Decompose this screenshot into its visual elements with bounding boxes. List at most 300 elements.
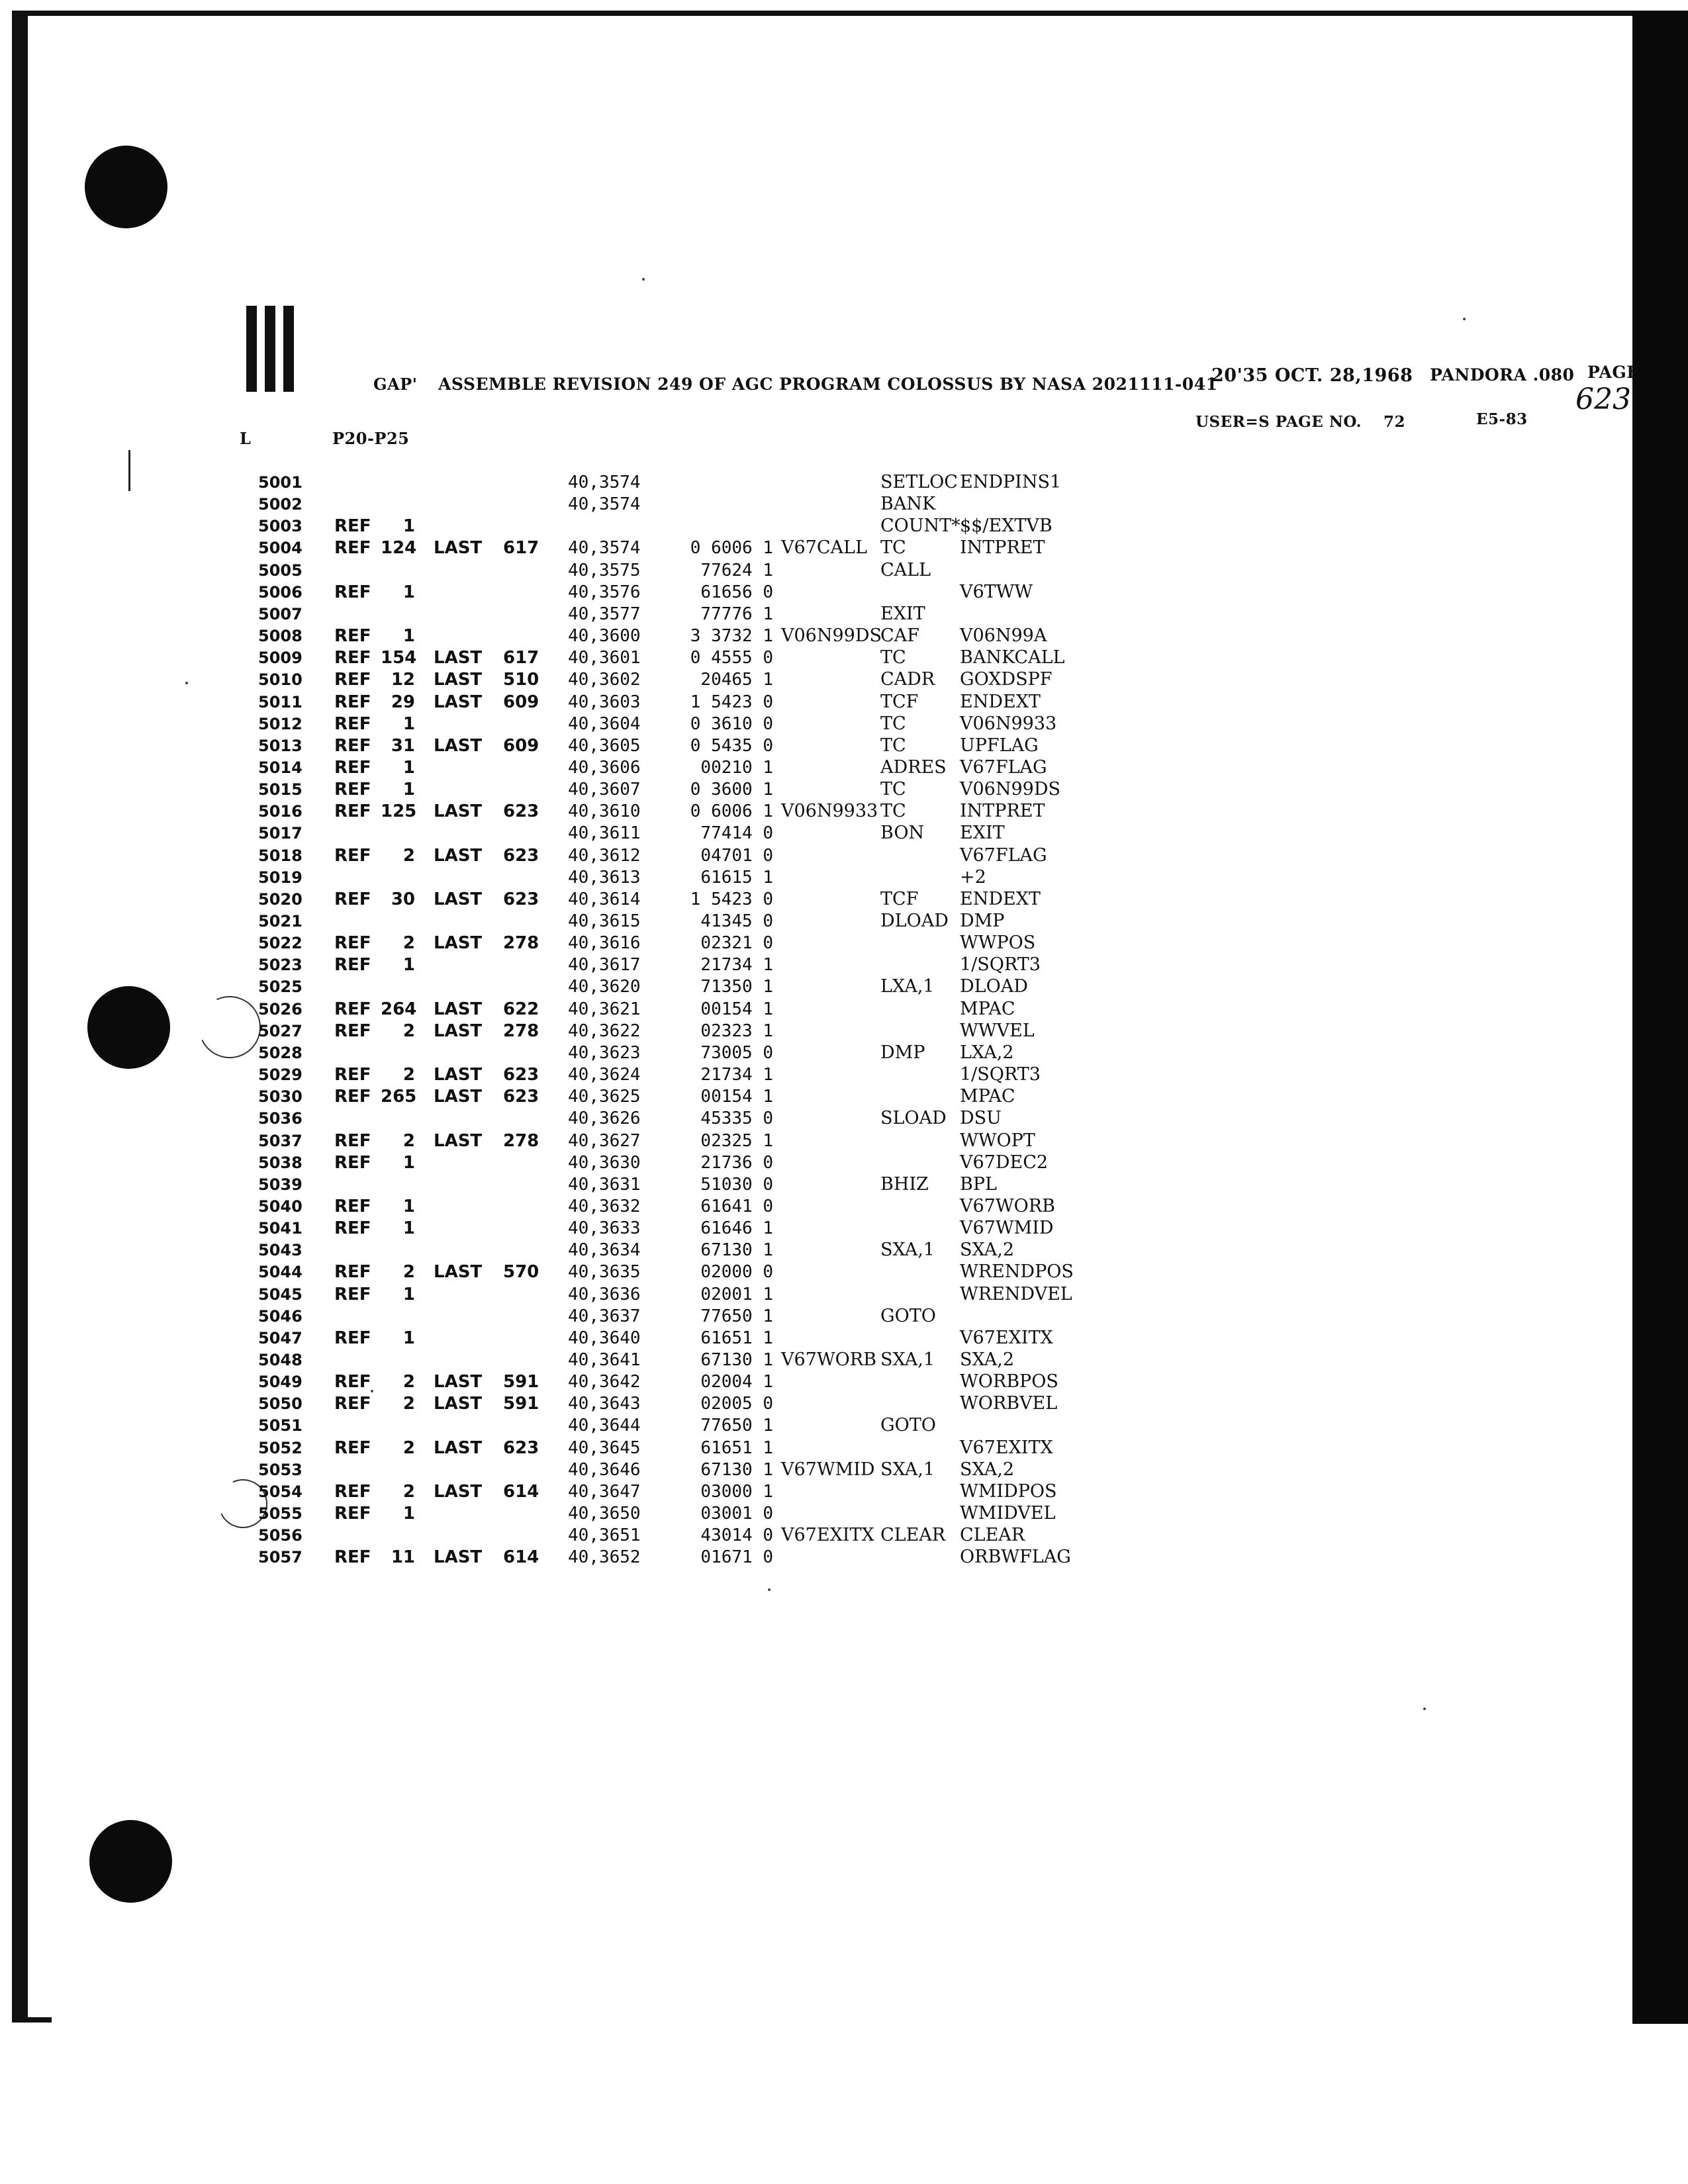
row-word: 02323 1 [700,1021,773,1041]
scan-speck [185,682,188,684]
row-word: 61651 1 [700,1328,773,1348]
row-addr: 40,3601 [568,648,641,668]
row-word: 02004 1 [700,1372,773,1392]
row-line: 5040 [258,1197,303,1216]
row-ref: REF [334,955,371,975]
row-addr: 40,3626 [568,1109,641,1128]
row-line: 5015 [258,780,303,799]
row-kwn: 623 [503,1438,539,1458]
header-left-code: L [240,429,252,448]
row-ref: REF [334,538,371,558]
row-ref: REF [334,1197,371,1216]
row-ref: REF [334,1328,371,1348]
row-line: 5047 [258,1329,303,1347]
row-op: TCF [880,889,919,909]
row-cnt: 1 [402,955,415,975]
row-addr: 40,3637 [568,1306,641,1326]
row-word: 71350 1 [700,977,773,997]
row-word: 0 3610 0 [690,714,773,734]
row-operand: CLEAR [960,1525,1025,1545]
row-operand: V67EXITX [960,1328,1053,1348]
row-tag: V67CALL [781,537,867,558]
row-kwn: 623 [503,846,539,866]
row-line: 5018 [258,846,303,865]
row-operand: WRENDVEL [960,1284,1072,1304]
row-kwn: 278 [503,1131,539,1151]
row-kwn: 623 [503,889,539,909]
row-kw: LAST [434,1065,483,1085]
header-prefix: GAP' [373,375,418,394]
row-operand: WWOPT [960,1130,1035,1151]
row-ref: REF [334,889,371,909]
row-cnt: 1 [402,582,415,602]
row-operand: V06N99DS [960,779,1060,799]
row-kw: LAST [434,1087,483,1107]
row-op: ADRES [880,757,947,778]
row-line: 5013 [258,737,303,755]
row-kwn: 570 [503,1262,539,1282]
row-ref: REF [334,692,371,712]
row-word: 61641 0 [700,1197,773,1216]
row-line: 5030 [258,1087,303,1106]
row-line: 5038 [258,1154,303,1172]
row-cnt: 2 [402,1372,415,1392]
row-addr: 40,3615 [568,911,641,931]
row-operand: 1/SQRT3 [960,1064,1041,1085]
row-word: 00154 1 [700,1087,773,1107]
row-line: 5026 [258,1000,303,1019]
row-op: TC [880,713,906,734]
row-op: TC [880,801,906,821]
row-operand: MPAC [960,1086,1015,1107]
row-kw: LAST [434,692,483,712]
row-addr: 40,3636 [568,1285,641,1304]
row-cnt: 1 [402,1218,415,1238]
row-word: 77414 0 [700,823,773,843]
row-addr: 40,3602 [568,670,641,690]
row-ref: REF [334,1482,371,1502]
row-kwn: 622 [503,999,539,1019]
row-op: GOTO [880,1415,936,1435]
row-line: 5001 [258,473,303,492]
row-word: 0 6006 1 [690,538,773,558]
row-line: 5025 [258,978,303,996]
row-cnt: 124 [381,538,417,558]
binder-hole-top [85,146,167,228]
row-kw: LAST [434,801,483,821]
row-ref: REF [334,1504,371,1524]
row-word: 0 4555 0 [690,648,773,668]
row-kwn: 617 [503,538,539,558]
row-addr: 40,3616 [568,933,641,953]
row-kwn: 609 [503,736,539,756]
row-operand: DLOAD [960,976,1028,997]
row-addr: 40,3635 [568,1262,641,1282]
row-operand: MPAC [960,999,1015,1019]
row-word: 77624 1 [700,561,773,580]
row-ref: REF [334,1153,371,1173]
row-op: BANK [880,494,936,514]
row-op: TC [880,537,906,558]
row-ref: REF [334,1131,371,1151]
row-addr: 40,3574 [568,473,641,492]
row-addr: 40,3617 [568,955,641,975]
row-ref: REF [334,1547,371,1567]
row-kwn: 510 [503,670,539,690]
row-line: 5049 [258,1373,303,1391]
row-line: 5022 [258,934,303,952]
row-cnt: 2 [402,1438,415,1458]
scan-speck [642,278,645,281]
row-cnt: 12 [391,670,415,690]
row-word: 0 6006 1 [690,801,773,821]
row-addr: 40,3600 [568,626,641,646]
row-word: 02325 1 [700,1131,773,1151]
row-addr: 40,3631 [568,1175,641,1195]
row-word: 61651 1 [700,1438,773,1458]
scan-speck [1463,318,1466,320]
handwritten-page-number: 623 [1575,383,1631,416]
row-ref: REF [334,999,371,1019]
row-ref: REF [334,933,371,953]
row-line: 5027 [258,1022,303,1040]
row-operand: V67WMID [960,1218,1054,1238]
row-line: 5037 [258,1132,303,1150]
row-cnt: 31 [391,736,415,756]
row-kw: LAST [434,1021,483,1041]
row-line: 5014 [258,758,303,777]
row-op: TC [880,735,906,756]
row-kw: LAST [434,1131,483,1151]
row-operand: WORBVEL [960,1393,1058,1414]
row-op: COUNT* [880,516,961,536]
row-cnt: 1 [402,626,415,646]
row-op: BON [880,823,925,843]
row-line: 5023 [258,956,303,974]
row-addr: 40,3622 [568,1021,641,1041]
row-addr: 40,3633 [568,1218,641,1238]
row-ref: REF [334,1262,371,1282]
row-op: EXIT [880,604,925,624]
row-kw: LAST [434,889,483,909]
row-cnt: 1 [402,780,415,799]
section-title: P20-P25 [332,429,410,448]
row-word: 51030 0 [700,1175,773,1195]
row-operand: 1/SQRT3 [960,954,1041,975]
row-cnt: 265 [381,1087,417,1107]
row-operand: INTPRET [960,801,1045,821]
margin-tick [128,450,130,491]
row-ref: REF [334,1285,371,1304]
row-word: 67130 1 [700,1240,773,1260]
row-operand: DMP [960,911,1005,931]
row-word: 02321 0 [700,933,773,953]
row-word: 01671 0 [700,1547,773,1567]
scan-border-right [1632,11,1688,2024]
row-cnt: 2 [402,1131,415,1151]
row-word: 21736 0 [700,1153,773,1173]
row-op: SXA,1 [880,1349,935,1370]
row-addr: 40,3650 [568,1504,641,1524]
row-addr: 40,3624 [568,1065,641,1085]
row-op: CADR [880,669,935,690]
row-word: 41345 0 [700,911,773,931]
row-addr: 40,3607 [568,780,641,799]
row-addr: 40,3620 [568,977,641,997]
row-operand: WWPOS [960,933,1036,953]
row-addr: 40,3610 [568,801,641,821]
header-date: 20'35 OCT. 28,1968 [1211,365,1413,386]
row-line: 5051 [258,1416,303,1435]
row-addr: 40,3574 [568,494,641,514]
row-word: 1 5423 0 [690,692,773,712]
row-addr: 40,3604 [568,714,641,734]
row-line: 5044 [258,1263,303,1281]
row-addr: 40,3630 [568,1153,641,1173]
row-ref: REF [334,1087,371,1107]
row-line: 5019 [258,868,303,887]
row-addr: 40,3623 [568,1043,641,1063]
row-word: 20465 1 [700,670,773,690]
row-op: LXA,1 [880,976,935,997]
row-line: 5036 [258,1109,303,1128]
row-kw: LAST [434,736,483,756]
row-line: 5039 [258,1175,303,1194]
row-addr: 40,3642 [568,1372,641,1392]
row-kw: LAST [434,1262,483,1282]
row-tag: V06N99DS [781,625,882,646]
row-op: DLOAD [880,911,949,931]
row-kwn: 591 [503,1394,539,1414]
row-operand: V67DEC2 [960,1152,1049,1173]
row-word: 02000 0 [700,1262,773,1282]
row-word: 04701 0 [700,846,773,866]
row-word: 67130 1 [700,1460,773,1480]
row-kw: LAST [434,670,483,690]
row-line: 5011 [258,693,303,711]
row-tag: V67WMID [781,1459,875,1480]
row-ref: REF [334,1372,371,1392]
row-kwn: 278 [503,1021,539,1041]
row-addr: 40,3603 [568,692,641,712]
row-operand: V67EXITX [960,1437,1053,1458]
row-addr: 40,3643 [568,1394,641,1414]
row-kwn: 278 [503,933,539,953]
row-word: 61646 1 [700,1218,773,1238]
row-line: 5056 [258,1526,303,1545]
row-addr: 40,3577 [568,604,641,624]
row-kw: LAST [434,1394,483,1414]
row-operand: BPL [960,1174,997,1195]
row-addr: 40,3647 [568,1482,641,1502]
row-tag: V67EXITX [781,1525,874,1545]
row-word: 77650 1 [700,1416,773,1435]
user-page-number: 72 [1383,413,1406,431]
row-addr: 40,3652 [568,1547,641,1567]
row-ref: REF [334,516,371,536]
row-line: 5008 [258,627,303,645]
row-addr: 40,3621 [568,999,641,1019]
row-op: GOTO [880,1306,936,1326]
row-op: TCF [880,692,919,712]
row-operand: ENDPINS1 [960,472,1062,492]
row-operand: ORBWFLAG [960,1547,1071,1567]
row-kwn: 623 [503,1087,539,1107]
row-line: 5012 [258,715,303,733]
row-kwn: 614 [503,1547,539,1567]
row-operand: GOXDSPF [960,669,1053,690]
row-kw: LAST [434,933,483,953]
row-op: CLEAR [880,1525,946,1545]
row-ref: REF [334,1021,371,1041]
row-word: 43014 0 [700,1525,773,1545]
row-operand: SXA,2 [960,1459,1015,1480]
row-operand: UPFLAG [960,735,1039,756]
row-cnt: 2 [402,1021,415,1041]
row-ref: REF [334,1065,371,1085]
row-tag: V67WORB [781,1349,876,1370]
row-cnt: 1 [402,1328,415,1348]
row-operand: V6TWW [960,582,1033,602]
row-operand: WMIDVEL [960,1503,1056,1524]
row-op: SXA,1 [880,1240,935,1260]
row-word: 1 5423 0 [690,889,773,909]
row-kw: LAST [434,846,483,866]
row-line: 5017 [258,824,303,842]
row-addr: 40,3640 [568,1328,641,1348]
row-operand: SXA,2 [960,1240,1015,1260]
row-operand: LXA,2 [960,1042,1014,1063]
row-addr: 40,3613 [568,868,641,887]
row-operand: INTPRET [960,537,1045,558]
row-word: 21734 1 [700,1065,773,1085]
row-ref: REF [334,780,371,799]
row-op: SXA,1 [880,1459,935,1480]
row-operand: V67FLAG [960,757,1047,778]
row-addr: 40,3625 [568,1087,641,1107]
row-line: 5007 [258,605,303,623]
row-line: 5043 [258,1241,303,1259]
row-operand: $$/EXTVB [960,516,1053,536]
row-line: 5052 [258,1439,303,1457]
row-addr: 40,3645 [568,1438,641,1458]
row-addr: 40,3627 [568,1131,641,1151]
row-kw: LAST [434,538,483,558]
row-line: 5004 [258,539,303,557]
row-line: 5053 [258,1461,303,1479]
row-addr: 40,3606 [568,758,641,778]
row-cnt: 2 [402,1262,415,1282]
row-cnt: 125 [381,801,417,821]
row-line: 5009 [258,649,303,667]
user-page-label: USER=S PAGE NO. [1196,413,1362,431]
row-line: 5054 [258,1482,303,1501]
row-ref: REF [334,736,371,756]
row-word: 77650 1 [700,1306,773,1326]
row-line: 5055 [258,1504,303,1523]
row-addr: 40,3575 [568,561,641,580]
row-line: 5005 [258,561,303,580]
header-title: ASSEMBLE REVISION 249 OF AGC PROGRAM COLOSSUS BY NASA 2021111-041 [438,375,1218,394]
row-kw: LAST [434,1482,483,1502]
row-operand: WMIDPOS [960,1481,1057,1502]
row-kw: LAST [434,999,483,1019]
row-addr: 40,3634 [568,1240,641,1260]
row-word: 67130 1 [700,1350,773,1370]
row-operand: WORBPOS [960,1371,1058,1392]
row-line: 5046 [258,1307,303,1326]
row-op: SLOAD [880,1108,947,1128]
row-addr: 40,3646 [568,1460,641,1480]
row-operand: DSU [960,1108,1002,1128]
scan-speck [1423,1707,1426,1710]
row-operand: WRENDPOS [960,1261,1074,1282]
row-line: 5029 [258,1066,303,1084]
row-kw: LAST [434,648,483,668]
row-operand: SXA,2 [960,1349,1015,1370]
row-line: 5021 [258,912,303,931]
row-line: 5045 [258,1285,303,1304]
row-kwn: 614 [503,1482,539,1502]
row-word: 73005 0 [700,1043,773,1063]
row-operand: ENDEXT [960,889,1041,909]
row-word: 03000 1 [700,1482,773,1502]
row-kwn: 591 [503,1372,539,1392]
row-cnt: 2 [402,846,415,866]
row-line: 5006 [258,583,303,602]
scan-speck [371,1390,373,1392]
row-ref: REF [334,846,371,866]
row-addr: 40,3576 [568,582,641,602]
row-word: 0 3600 1 [690,780,773,799]
row-ref: REF [334,670,371,690]
row-operand: EXIT [960,823,1005,843]
row-cnt: 2 [402,1065,415,1085]
row-op: CAF [880,625,919,646]
row-ref: REF [334,801,371,821]
row-op: TC [880,647,906,668]
row-cnt: 1 [402,1153,415,1173]
row-line: 5002 [258,495,303,514]
row-ref: REF [334,626,371,646]
row-addr: 40,3651 [568,1525,641,1545]
row-operand: V67FLAG [960,845,1047,866]
row-op: SETLOC [880,472,958,492]
row-word: 45335 0 [700,1109,773,1128]
row-cnt: 1 [402,1504,415,1524]
row-addr: 40,3641 [568,1350,641,1370]
row-operand: BANKCALL [960,647,1065,668]
row-line: 5041 [258,1219,303,1238]
row-ref: REF [334,582,371,602]
row-kw: LAST [434,1547,483,1567]
row-addr: 40,3574 [568,538,641,558]
row-addr: 40,3611 [568,823,641,843]
row-word: 00210 1 [700,758,773,778]
row-addr: 40,3605 [568,736,641,756]
row-operand: ENDEXT [960,692,1041,712]
row-cnt: 11 [391,1547,415,1567]
row-cnt: 2 [402,1482,415,1502]
row-operand: V06N99A [960,625,1047,646]
row-operand: +2 [960,867,986,887]
row-operand: V67WORB [960,1196,1055,1216]
row-cnt: 2 [402,933,415,953]
row-ref: REF [334,1394,371,1414]
row-cnt: 264 [381,999,417,1019]
row-op: CALL [880,560,931,580]
row-operand: WWVEL [960,1021,1035,1041]
